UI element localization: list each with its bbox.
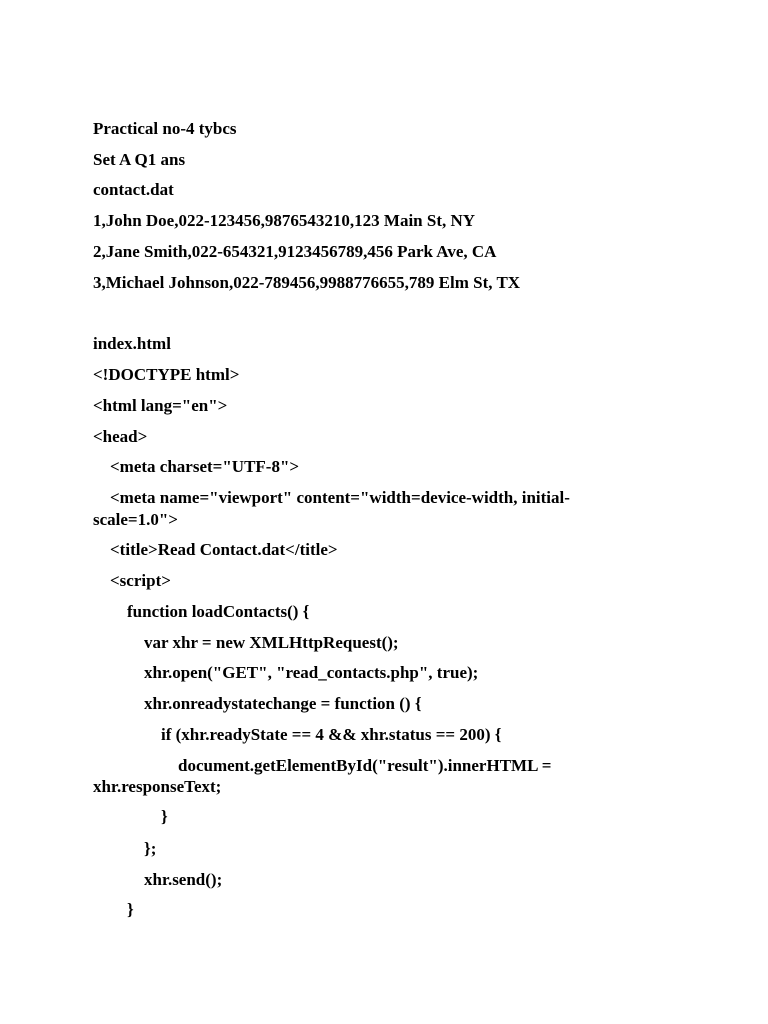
code-line-xhr-new: var xhr = new XMLHttpRequest(); <box>93 633 399 652</box>
code-line-function-decl: function loadContacts() { <box>93 602 310 621</box>
code-line-innerhtml-wrap: xhr.responseText; <box>93 777 222 796</box>
code-line-close-function: } <box>93 900 134 919</box>
code-line-innerhtml: document.getElementById("result").innerHTML = <box>93 756 552 775</box>
code-line-close-if: } <box>93 807 168 826</box>
code-line-xhr-open: xhr.open("GET", "read_contacts.php", true); <box>93 663 479 682</box>
contact-record-3: 3,Michael Johnson,022-789456,9988776655,789 Elm St, TX <box>93 273 521 292</box>
set-heading: Set A Q1 ans <box>93 150 186 169</box>
code-line-head-open: <head> <box>93 427 148 446</box>
code-line-doctype: <!DOCTYPE html> <box>93 365 240 384</box>
practical-title: Practical no-4 tybcs <box>93 119 237 138</box>
contact-dat-filename: contact.dat <box>93 180 174 199</box>
contact-record-1: 1,John Doe,022-123456,9876543210,123 Main St, NY <box>93 211 476 230</box>
code-line-onreadystatechange: xhr.onreadystatechange = function () { <box>93 694 422 713</box>
code-line-close-handler: }; <box>93 839 157 858</box>
code-line-meta-charset: <meta charset="UTF-8"> <box>93 457 300 476</box>
code-line-meta-viewport: <meta name="viewport" content="width=device-width, initial- <box>93 488 570 507</box>
code-line-if-ready: if (xhr.readyState == 4 && xhr.status == 200) { <box>93 725 502 744</box>
contact-record-2: 2,Jane Smith,022-654321,9123456789,456 Park Ave, CA <box>93 242 497 261</box>
code-line-xhr-send: xhr.send(); <box>93 870 223 889</box>
code-line-html-open: <html lang="en"> <box>93 396 228 415</box>
code-line-script-open: <script> <box>93 571 171 590</box>
code-line-meta-viewport-wrap: scale=1.0"> <box>93 510 178 529</box>
index-html-filename: index.html <box>93 334 171 353</box>
code-line-title: <title>Read Contact.dat</title> <box>93 540 338 559</box>
